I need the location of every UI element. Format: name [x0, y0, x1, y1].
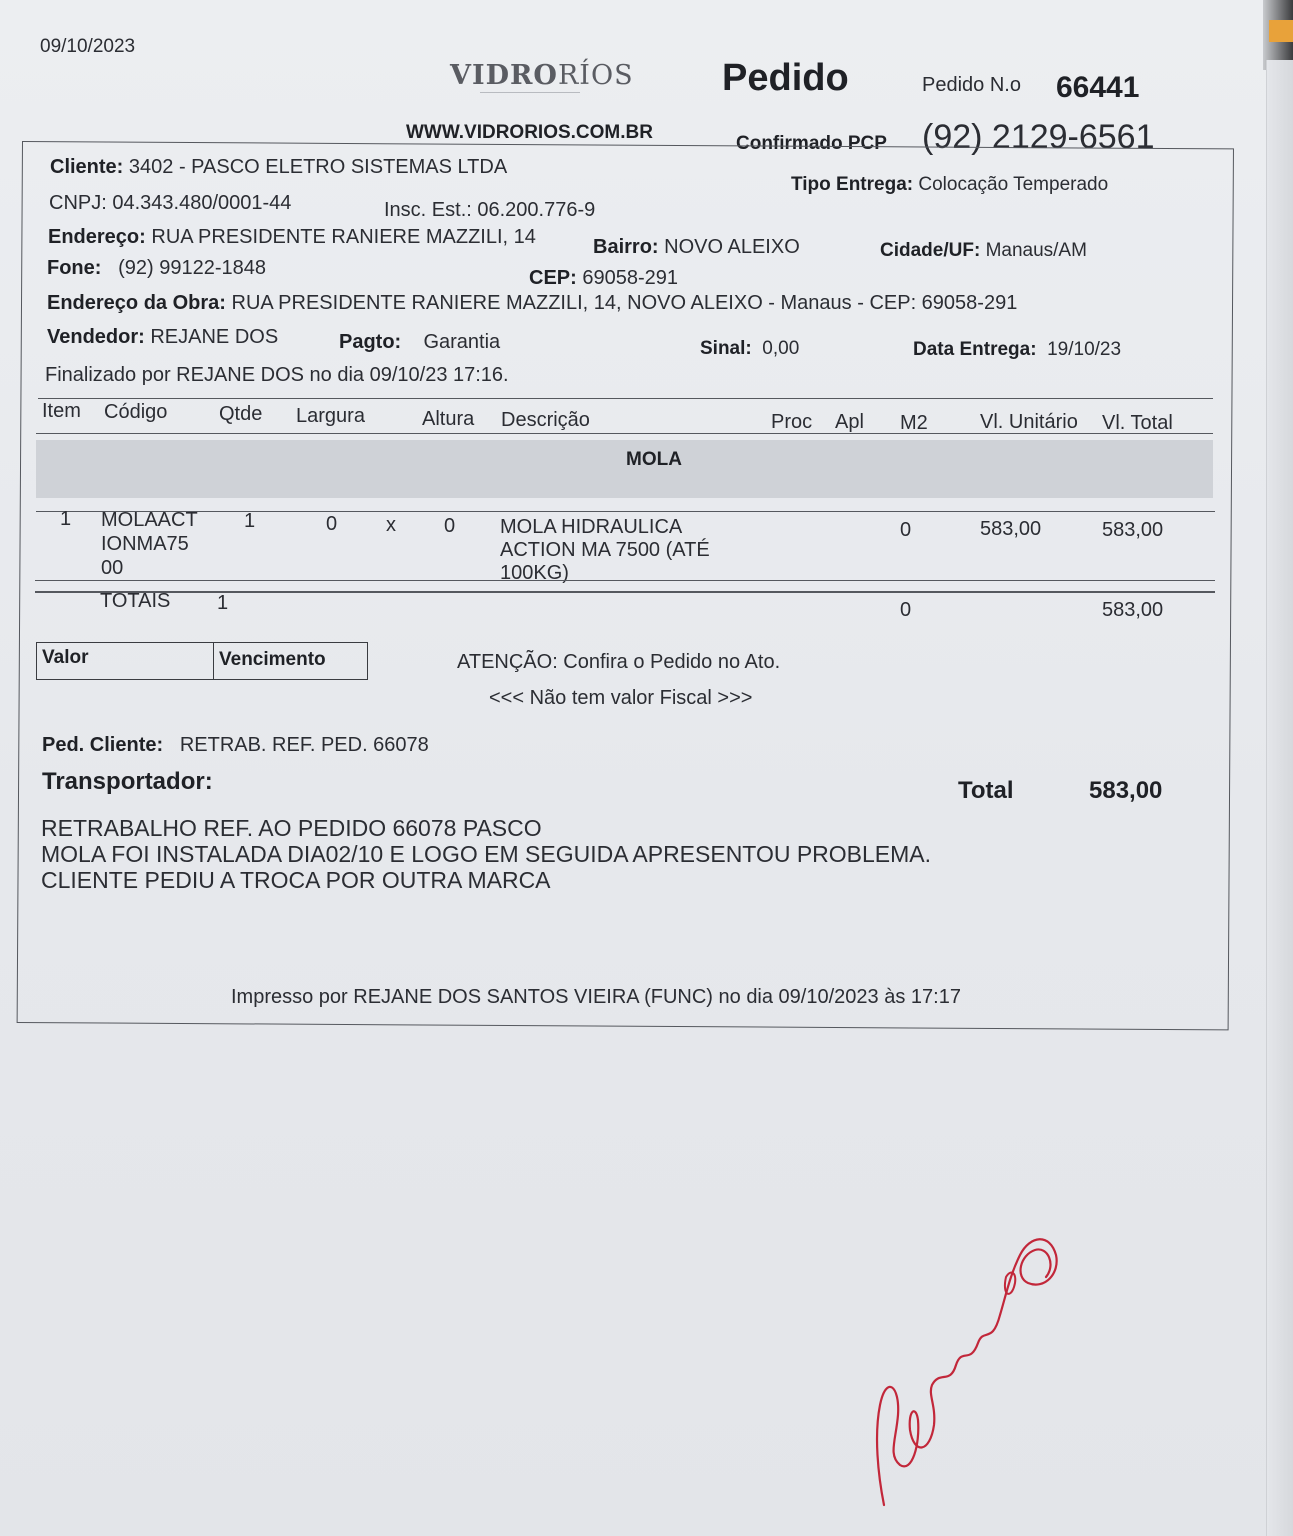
- descricao-line-1: MOLA HIDRAULICA: [500, 516, 683, 538]
- vendedor-value: REJANE DOS: [150, 326, 279, 348]
- row-item: 1: [60, 508, 72, 530]
- fiscal-notice: <<< Não tem valor Fiscal >>>: [489, 687, 753, 709]
- tipo-entrega-label: Tipo Entrega:: [791, 174, 914, 195]
- tipo-entrega-value: Colocação Temperado: [918, 174, 1109, 195]
- ped-cliente-label: Ped. Cliente:: [42, 734, 164, 756]
- cidade-label: Cidade/UF:: [880, 240, 981, 261]
- row-vl-total: 583,00: [1102, 519, 1164, 541]
- payment-box: [36, 642, 368, 680]
- sinal-line: [700, 338, 799, 360]
- logo-underline: [480, 92, 580, 95]
- codigo-line-1: MOLAACT: [101, 509, 198, 531]
- finalizado-line: Finalizado por REJANE DOS no dia 09/10/23 17:16.: [45, 364, 509, 386]
- obra-line: [47, 292, 1017, 315]
- codigo-line-3: 00: [101, 557, 124, 579]
- data-entrega-label: Data Entrega:: [913, 339, 1037, 360]
- print-date: 09/10/2023: [40, 36, 136, 57]
- data-entrega-line: [913, 339, 1121, 361]
- logo-bold: VIDRO: [450, 60, 558, 91]
- ped-cliente-line: [42, 734, 429, 757]
- vendedor-line: [47, 326, 278, 349]
- bairro-label: Bairro:: [593, 236, 659, 258]
- client-line: [50, 156, 507, 179]
- row-m2: 0: [900, 519, 912, 541]
- descricao-line-2: ACTION MA 7500 (ATÉ: [500, 539, 710, 561]
- company-logo: [450, 60, 634, 91]
- row-rule: [36, 511, 1215, 512]
- col-qtde: Qtde: [219, 403, 263, 425]
- fone-value: (92) 99122-1848: [118, 257, 266, 279]
- totais-qtde: 1: [217, 592, 229, 614]
- order-no-label: Pedido N.o: [922, 74, 1021, 96]
- observations: [41, 815, 931, 893]
- valor-label: Valor: [42, 647, 89, 668]
- descricao-line-3: 100KG): [500, 562, 569, 584]
- totals-rule: [35, 591, 1215, 593]
- order-number: 66441: [1056, 71, 1140, 104]
- bairro-value: NOVO ALEIXO: [664, 236, 800, 258]
- col-codigo: Código: [104, 401, 168, 423]
- obra-value: RUA PRESIDENTE RANIERE MAZZILI, 14, NOVO ALEIXO - Manaus - CEP: 69058-291: [231, 292, 1018, 314]
- col-largura: Largura: [296, 405, 365, 427]
- observation-line-2: MOLA FOI INSTALADA DIA02/10 E LOGO EM SEGUIDA APRESENTOU PROBLEMA.: [41, 841, 932, 867]
- col-apl: Apl: [835, 411, 864, 433]
- bairro-line: [593, 236, 800, 259]
- table-top-rule: [38, 398, 1213, 399]
- pagto-label: Pagto:: [339, 331, 402, 353]
- fone-line: [47, 257, 266, 280]
- logo-light: RÍOS: [557, 60, 634, 91]
- paper-edge: [1266, 60, 1293, 1536]
- group-band: [36, 440, 1213, 498]
- cliente-label: Cliente:: [50, 156, 124, 178]
- cep-line: [529, 267, 678, 290]
- data-entrega-value: 19/10/23: [1047, 339, 1122, 360]
- header-rule: [36, 433, 1213, 434]
- row-altura: 0: [444, 515, 456, 537]
- col-vl-unitario: Vl. Unitário: [980, 411, 1078, 433]
- vendedor-label: Vendedor:: [47, 326, 145, 348]
- footer-printed-by: Impresso por REJANE DOS SANTOS VIEIRA (FUNC) no dia 09/10/2023 às 17:17: [231, 986, 961, 1008]
- signature: [860, 1215, 1070, 1515]
- col-descricao: Descrição: [501, 409, 590, 431]
- totais-label: TOTAIS: [100, 590, 171, 612]
- payment-box-divider: [213, 643, 214, 679]
- total-label: Total: [958, 777, 1014, 804]
- pagto-line: [339, 331, 500, 354]
- row-codigo: [101, 508, 198, 580]
- totals-top-rule: [35, 580, 1215, 581]
- vencimento-label: Vencimento: [219, 649, 326, 670]
- doc-title: Pedido: [722, 57, 849, 99]
- fone-label: Fone:: [47, 257, 102, 279]
- group-label: MOLA: [626, 449, 682, 470]
- cep-value: 69058-291: [582, 267, 679, 289]
- observation-line-3: CLIENTE PEDIU A TROCA POR OUTRA MARCA: [41, 867, 551, 893]
- row-x: x: [386, 514, 396, 536]
- obra-label: Endereço da Obra:: [47, 292, 226, 314]
- cep-label: CEP:: [529, 267, 577, 289]
- col-altura: Altura: [422, 408, 475, 430]
- ped-cliente-value: RETRAB. REF. PED. 66078: [179, 734, 429, 756]
- row-vl-unitario: 583,00: [980, 518, 1042, 540]
- col-vl-total: Vl. Total: [1102, 412, 1173, 434]
- cidade-value: Manaus/AM: [985, 240, 1087, 261]
- col-proc: Proc: [771, 411, 813, 433]
- tipo-entrega: [791, 174, 1108, 196]
- col-m2: M2: [900, 412, 928, 434]
- row-largura: 0: [326, 513, 338, 535]
- total-value: 583,00: [1089, 777, 1163, 804]
- cnpj: CNPJ: 04.343.480/0001-44: [49, 192, 292, 214]
- transportador-label: Transportador:: [42, 768, 213, 795]
- background-object: [1269, 20, 1293, 42]
- sinal-label: Sinal:: [700, 338, 752, 359]
- cliente-value: 3402 - PASCO ELETRO SISTEMAS LTDA: [128, 156, 508, 178]
- row-descricao: [500, 516, 710, 585]
- status-label: Confirmado PCP: [736, 133, 887, 154]
- phone: (92) 2129-6561: [922, 118, 1155, 156]
- row-qtde: 1: [244, 510, 256, 532]
- endereco-value: RUA PRESIDENTE RANIERE MAZZILI, 14: [151, 226, 536, 248]
- attention-notice: ATENÇÃO: Confira o Pedido no Ato.: [457, 651, 781, 673]
- endereco-label: Endereço:: [48, 226, 146, 248]
- totais-valor: 583,00: [1102, 599, 1164, 621]
- cidade-line: [880, 240, 1087, 262]
- codigo-line-2: IONMA75: [101, 533, 189, 555]
- col-item: Item: [42, 400, 81, 422]
- pagto-value: Garantia: [423, 331, 501, 353]
- sinal-value: 0,00: [762, 338, 800, 359]
- website: WWW.VIDRORIOS.COM.BR: [406, 122, 653, 143]
- endereco-line: [48, 226, 536, 249]
- observation-line-1: RETRABALHO REF. AO PEDIDO 66078 PASCO: [41, 815, 542, 841]
- insc-est: Insc. Est.: 06.200.776-9: [384, 199, 596, 221]
- totais-m2: 0: [900, 599, 912, 621]
